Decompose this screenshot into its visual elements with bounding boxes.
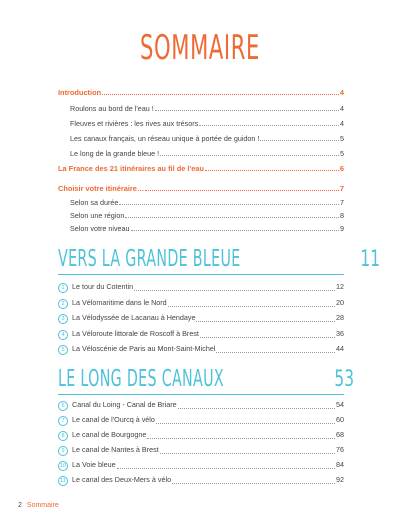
section-heading[interactable] (58, 246, 381, 272)
leader-dots (117, 468, 335, 469)
route-entry[interactable] (58, 415, 344, 426)
toc-entry-page: 8 (340, 211, 344, 220)
route-page: 12 (336, 282, 344, 291)
divider (58, 274, 344, 275)
route-label: La Voie bleue (72, 460, 116, 469)
section-heading[interactable] (58, 366, 354, 392)
toc-entry[interactable] (70, 119, 344, 128)
route-number-badge: 7 (58, 416, 68, 426)
route-label: Le canal de Nantes à Brest (72, 445, 159, 454)
toc-entry-label: Selon une région (70, 211, 125, 220)
route-page: 44 (336, 344, 344, 353)
leader-dots (178, 408, 335, 409)
leader-dots (131, 230, 339, 231)
route-entry[interactable] (58, 313, 344, 324)
toc-entry-label: Le long de la grande bleue ! (70, 149, 160, 158)
route-number-badge: 2 (58, 299, 68, 309)
route-page: 54 (336, 400, 344, 409)
leader-dots (172, 483, 335, 484)
toc-entry-label: Les canaux français, un réseau unique à portée de guidon ! (70, 134, 260, 143)
route-entry[interactable] (58, 282, 344, 293)
route-entry[interactable] (58, 475, 344, 486)
route-entry[interactable] (58, 400, 344, 411)
leader-dots (200, 337, 335, 338)
leader-dots (260, 140, 339, 141)
toc-entry[interactable] (70, 211, 344, 220)
route-label: La Vélodyssée de Lacanau à Hendaye (72, 313, 196, 322)
section-title: LE LONG DES CANAUX (58, 366, 224, 392)
toc-entry[interactable] (70, 198, 344, 207)
section-title: VERS LA GRANDE BLEUE (58, 246, 241, 272)
route-number-badge: 11 (58, 476, 68, 486)
leader-dots (160, 155, 339, 156)
leader-dots (205, 170, 339, 171)
route-number-badge: 9 (58, 446, 68, 456)
route-label: Le canal de l'Ourcq à vélo (72, 415, 155, 424)
toc-entry-label: Selon sa durée (70, 198, 119, 207)
toc-entry-label: Selon votre niveau (70, 224, 130, 233)
toc-entry-label: Fleuves et rivières : les rives aux trésors (70, 119, 199, 128)
route-number-badge: 10 (59, 463, 67, 469)
leader-dots (199, 125, 339, 126)
route-label: La Véloscénie de Paris au Mont-Saint-Michel (72, 344, 216, 353)
route-page: 68 (336, 430, 344, 439)
leader-dots (134, 290, 335, 291)
route-page: 36 (336, 329, 344, 338)
route-page: 28 (336, 313, 344, 322)
leader-dots (125, 217, 339, 218)
toc-entry-label: Introduction (58, 88, 102, 97)
leader-dots (156, 423, 335, 424)
route-label: Le canal des Deux-Mers à vélo (72, 475, 172, 484)
toc-entry-page: 4 (339, 88, 344, 97)
page-title: SOMMAIRE (140, 28, 260, 68)
route-page: 92 (336, 475, 344, 484)
toc-entry[interactable] (70, 224, 344, 233)
route-number-badge: 3 (58, 314, 68, 324)
route-label: Le tour du Cotentin (72, 282, 134, 291)
toc-entry-page: 6 (339, 164, 344, 173)
toc-entry-page: 4 (340, 119, 344, 128)
leader-dots (145, 190, 339, 191)
toc-entry-page: 4 (340, 104, 344, 113)
footer-page-number: 2 (18, 502, 22, 509)
toc-entry-page: 5 (340, 134, 344, 143)
route-label: La Vélomaritime dans le Nord (72, 298, 167, 307)
section-page: 53 (333, 367, 354, 392)
leader-dots (147, 438, 335, 439)
footer-label: Sommaire (26, 502, 59, 509)
toc-entry-label: La France des 21 itinéraires au fil de l'eau (58, 164, 204, 173)
route-entry[interactable] (58, 344, 344, 355)
route-number-badge: 6 (58, 401, 68, 411)
toc-entry[interactable] (70, 104, 344, 113)
route-number-badge: 5 (58, 345, 68, 355)
toc-entry[interactable] (58, 88, 344, 97)
route-entry[interactable] (58, 329, 344, 340)
route-label: Le canal de Bourgogne (72, 430, 147, 439)
route-number-badge: 1 (58, 283, 68, 293)
toc-entry-label: Roulons au bord de l'eau ! (70, 104, 154, 113)
route-entry[interactable] (58, 430, 344, 441)
divider (58, 394, 344, 395)
leader-dots (168, 306, 335, 307)
route-entry[interactable] (58, 460, 344, 471)
leader-dots (216, 352, 335, 353)
leader-dots (119, 204, 339, 205)
toc-entry-page: 7 (339, 184, 344, 193)
toc-entry[interactable] (58, 164, 344, 173)
page-footer (18, 502, 59, 509)
leader-dots (160, 453, 335, 454)
leader-dots (155, 110, 339, 111)
toc-entry-page: 5 (340, 149, 344, 158)
route-number-badge: 8 (58, 431, 68, 441)
route-number-badge: 4 (58, 330, 68, 340)
toc-entry[interactable] (58, 184, 344, 193)
route-page: 60 (336, 415, 344, 424)
leader-dots (102, 94, 339, 95)
route-entry[interactable] (58, 298, 344, 309)
leader-dots (196, 321, 335, 322)
route-page: 76 (336, 445, 344, 454)
toc-entry-page: 9 (340, 224, 344, 233)
toc-entry-label: Choisir votre itinéraire… (58, 184, 145, 193)
route-label: Canal du Loing - Canal de Briare (72, 400, 177, 409)
toc-entry[interactable] (70, 149, 344, 158)
toc-entry-page: 7 (340, 198, 344, 207)
toc-entry[interactable] (70, 134, 344, 143)
section-page: 11 (360, 247, 381, 272)
route-label: La Véloroute littorale de Roscoff à Brest (72, 329, 199, 338)
route-page: 20 (336, 298, 344, 307)
route-page: 84 (336, 460, 344, 469)
route-entry[interactable] (58, 445, 344, 456)
